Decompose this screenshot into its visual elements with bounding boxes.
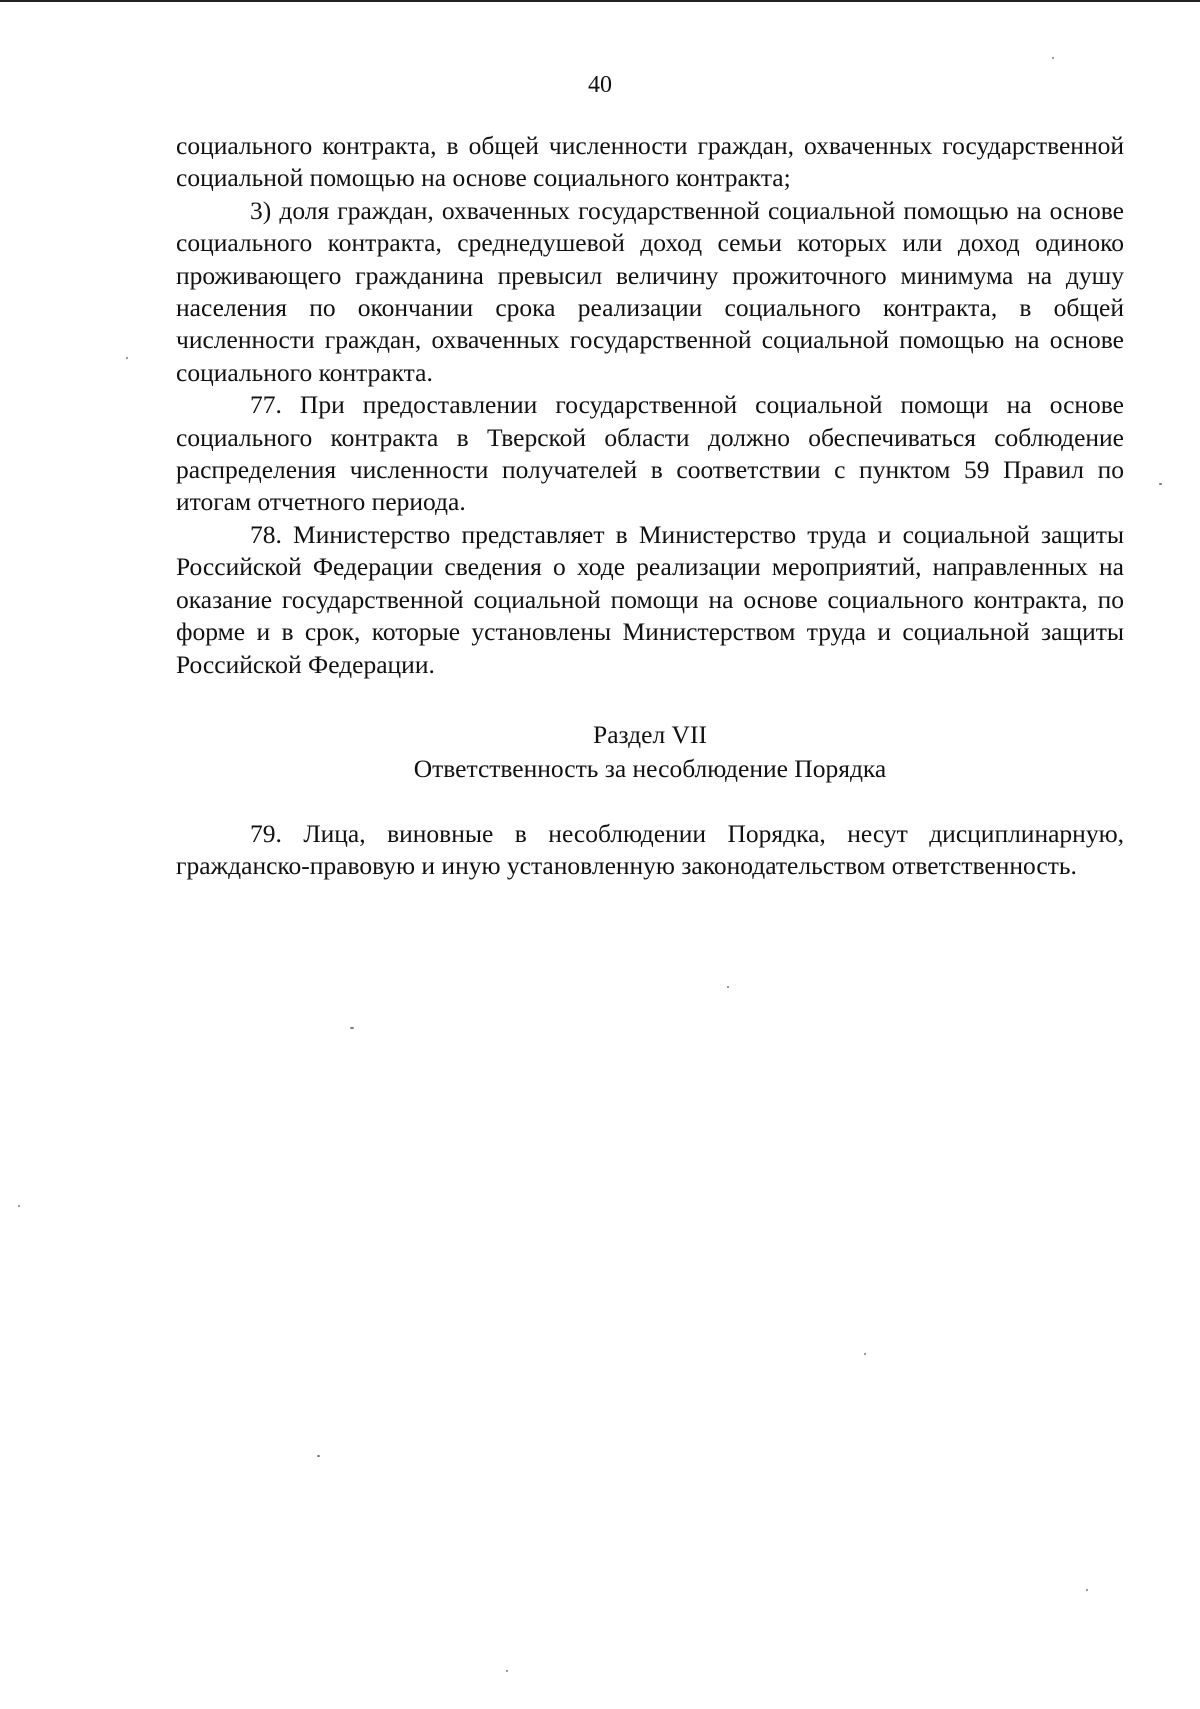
final-text xyxy=(176,818,1124,883)
section-number: Раздел VII xyxy=(593,720,707,749)
scan-speck xyxy=(350,1027,354,1029)
paragraph-continuation: социального контракта, в общей численности граждан, охваченных государственной социальной помощью на основе социального контракта; xyxy=(176,131,1124,193)
scan-speck xyxy=(126,357,128,359)
scan-speck xyxy=(727,986,729,988)
scan-speck xyxy=(1159,483,1162,485)
scan-speck xyxy=(18,1205,20,1207)
page-number: 40 xyxy=(588,72,612,98)
scan-speck xyxy=(1052,57,1054,59)
paragraph-item-78: 78. Министерство представляет в Министерство труда и социальной защиты Российской Федерации сведения о ходе реализации мероприятий, направленных на оказание государственной социальной помощи на основе социального контракта, по форме и в срок, которые установлены Министерством труда и социальной защиты Российской Федерации. xyxy=(176,519,1124,679)
paragraph-item-3: 3) доля граждан, охваченных государственной социальной помощью на основе социального контракта, среднедушевой доход семьи которых или доход одиноко проживающего гражданина превысил величину прожиточного минимума на душу населения по окончании срока реализации социального контракта, в общей численности граждан, охваченных государственной социальной помощью на основе социального контракта. xyxy=(176,195,1124,387)
scan-speck xyxy=(506,1670,508,1672)
paragraph-item-79: 79. Лица, виновные в несоблюдении Порядка, несут дисциплинарную, гражданско-правовую и иную установленную законодательством ответственность. xyxy=(176,819,1124,881)
scan-top-edge xyxy=(0,0,1200,2)
section-title: Ответственность за несоблюдение Порядка xyxy=(413,754,887,783)
scan-speck xyxy=(1086,1589,1088,1591)
scan-speck xyxy=(864,1353,866,1355)
body-text xyxy=(176,130,1124,681)
paragraph-item-77: 77. При предоставлении государственной социальной помощи на основе социального контракта в Тверской области должно обеспечиваться соблюдение распределения численности получателей в соответствии с пунктом 59 Правил по итогам отчетного периода. xyxy=(176,390,1124,517)
scan-speck xyxy=(317,1455,320,1457)
